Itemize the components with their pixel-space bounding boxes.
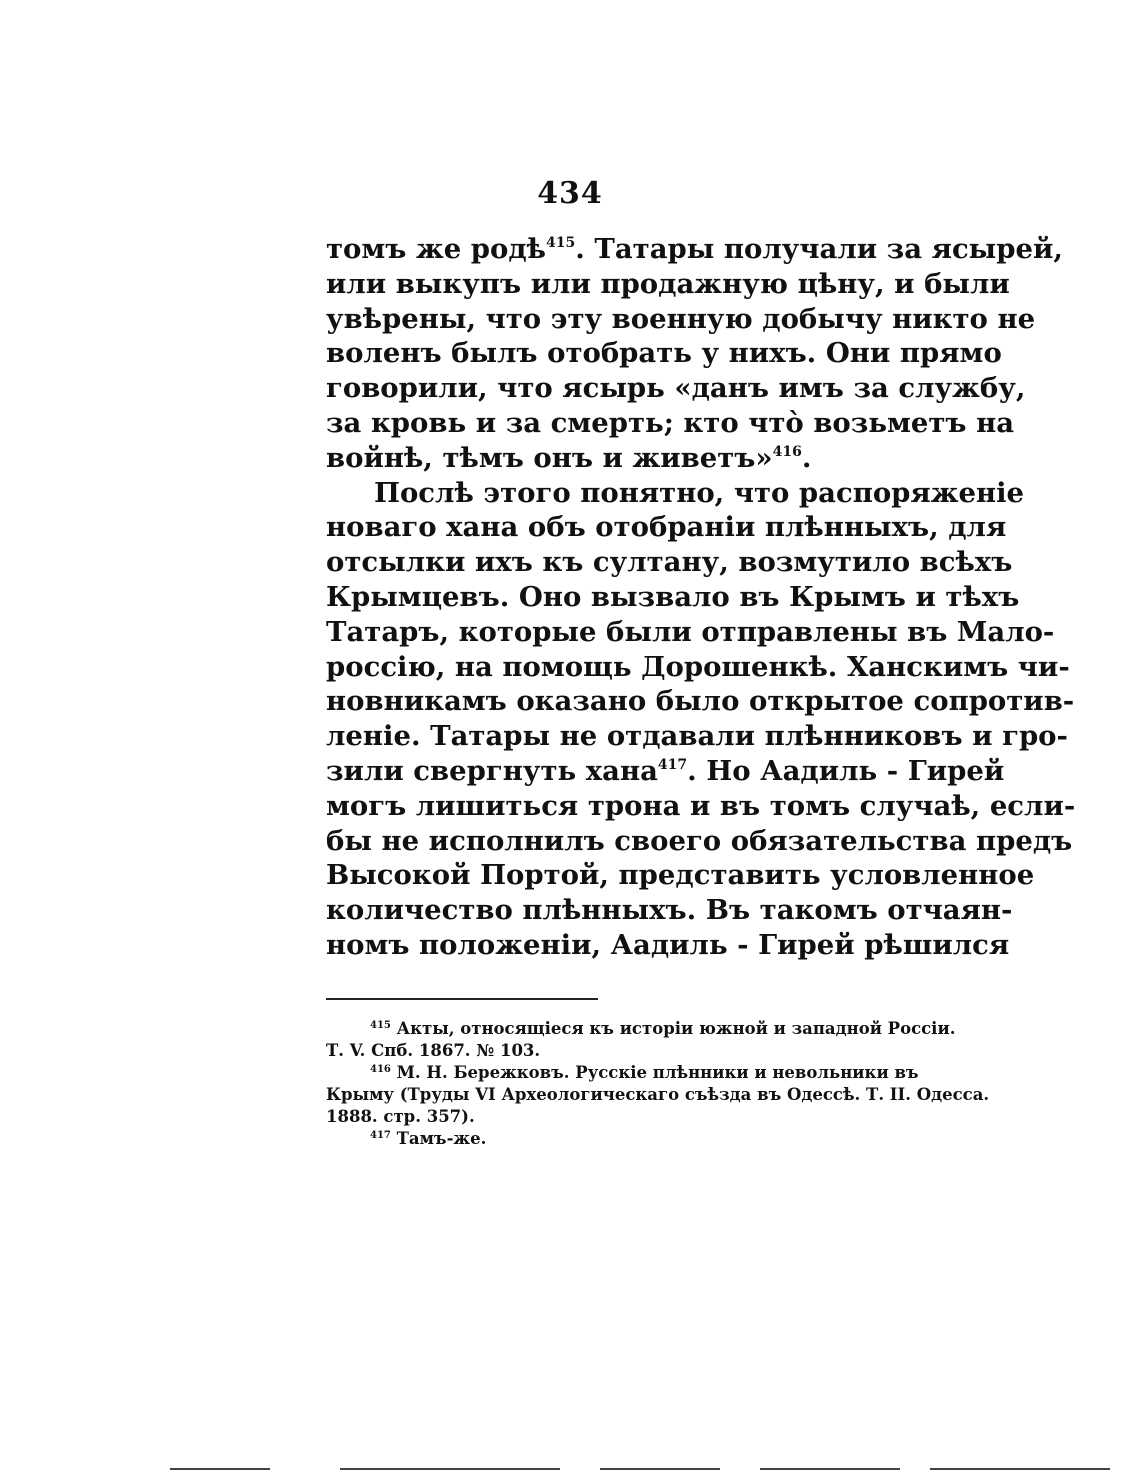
footnote-ref: 415 [546,235,576,251]
text-line: леніе. Татары не отдавали плѣнниковъ и гро- [326,720,1068,753]
text-line: томъ же родѣ$^{415}$. Татары получали за ясырей, [326,233,1063,265]
footnote-mark: 415 [370,1020,391,1031]
text-line: зили свергнуть хана$^{417}$. Но Аадиль - Гирей [326,754,1005,787]
text-line: бы не исполнилъ своего обязательства предъ [326,824,1073,857]
footnote-ref: 416 [772,443,802,460]
scan-mark [600,1468,720,1470]
text-line: увѣрены, что эту военную добычу никто не [326,302,1036,335]
footnote-line: Т. V. Спб. 1867. № 103. [326,1041,541,1060]
main-text [326,232,1076,963]
text-line: Послѣ этого понятно, что распоряженіе [374,476,1025,509]
text-line: воленъ былъ отобрать у нихъ. Они прямо [326,337,1002,370]
footnote-416: $^{416}$ М. Н. Бережковъ. Русскіе плѣнники и невольники въ [370,1063,919,1082]
text-line: Татаръ, которые были отправлены въ Мало- [326,615,1055,648]
scan-mark [170,1468,270,1470]
page-number: 434 [537,176,603,211]
text-line: россію, на помощь Дорошенкѣ. Ханскимъ чи- [326,650,1070,683]
text-line: Высокой Портой, представить условленное [326,859,1035,892]
text-line: отсылки ихъ къ султану, возмутило всѣхъ [326,546,1013,579]
text-line: Крымцевъ. Оно вызвало въ Крымъ и тѣхъ [326,580,1020,613]
scan-mark [930,1468,1110,1470]
footnote-line: Крыму (Труды VI Археологическаго съѣзда въ Одессѣ. Т. II. Одесса. [326,1085,990,1104]
text-line: за кровь и за смерть; кто что̀ возьметъ на [326,406,1015,439]
footnote-415: $^{415}$ Акты, относящіеся къ исторіи южной и западной Россіи. [370,1019,956,1038]
text-line: новникамъ оказано было открытое сопротив- [326,685,1075,718]
text-line: номъ положеніи, Аадиль - Гирей рѣшился [326,928,1010,961]
scan-mark [340,1468,560,1470]
scan-edge-marks [170,1468,1130,1471]
text-line: войнѣ, тѣмъ онъ и живетъ»$^{416}$. [326,441,812,474]
footnote-mark: 416 [370,1064,391,1075]
text-line: или выкупъ или продажную цѣну, и были [326,267,1010,300]
footnote-divider [326,998,598,1000]
scan-mark [760,1468,900,1470]
text-line: говорили, что ясырь «данъ имъ за службу, [326,372,1026,405]
footnote-mark: 417 [370,1130,391,1141]
text-line: могъ лишиться трона и въ томъ случаѣ, если- [326,789,1076,822]
footnote-ref: 417 [657,756,688,773]
footnote-417: $^{417}$ Тамъ-же. [370,1129,487,1148]
text-line: количество плѣнныхъ. Въ такомъ отчаян- [326,894,1013,927]
text-line: новаго хана объ отобраніи плѣнныхъ, для [326,511,1007,544]
footnote-line: 1888. стр. 357). [326,1107,475,1126]
footnotes [326,1018,990,1150]
